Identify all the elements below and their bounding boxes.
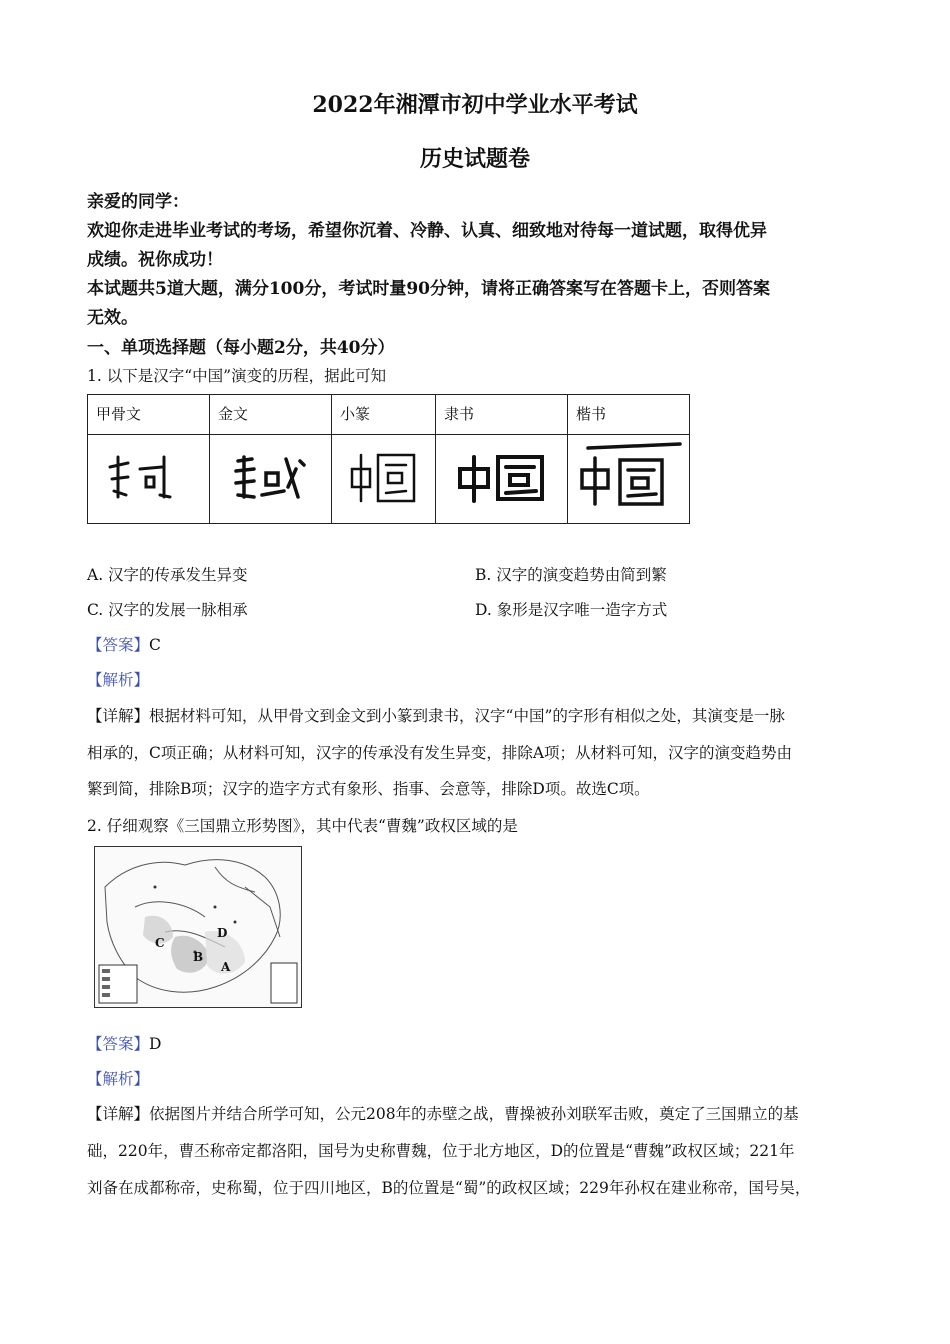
exam-subtitle: 历史试题卷 [419,146,530,172]
q1-detail-line-3: 繁到简，排除B项；汉字的造字方式有象形、指事、会意等，排除D项。故选C项。 [87,780,650,798]
col-kaishu: 楷书 [568,395,690,435]
q2-detail-line-2: 础，220年，曹丕称帝定都洛阳，国号为史称曹魏，位于北方地区，D的位置是“曹魏”政权区域；221年 [87,1142,795,1160]
q1-answer-tag: 【答案】 [87,636,150,654]
glyph-jinwen [210,435,332,524]
q1-answer [87,633,161,655]
q1-option-c[interactable]: C. 汉字的发展一脉相承 [87,601,248,619]
clerical-glyph-image [452,447,552,507]
map-label-a: A [221,960,231,974]
q1-option-b[interactable]: B. 汉字的演变趋势由简到繁 [475,566,667,584]
map-label-b: B [193,950,204,964]
q1-detail-line-1 [87,704,785,726]
q1-detail-tag: 【详解】 [87,707,150,725]
map-label-c: C [155,936,165,950]
intro-line-2: 成绩。祝你成功！ [87,250,223,270]
q2-answer-value: D [149,1035,162,1053]
exam-title: 2022年湘潭市初中学业水平考试 [312,92,638,118]
q1-option-a[interactable]: A. 汉字的传承发生异变 [87,566,248,584]
q2-answer [87,1032,161,1054]
q1-detail-line-2: 相承的，C项正确；从材料可知，汉字的传承没有发生异变，排除A项；从材料可知，汉字的演变趋势由 [87,744,793,762]
greeting: 亲爱的同学： [87,192,189,212]
col-lishu: 隶书 [436,395,568,435]
q2-detail-tag: 【详解】 [87,1105,150,1123]
intro-line-3: 本试题共5道大题，满分100分，考试时量90分钟，请将正确答案写在答题卡上，否则答案 [87,279,770,299]
map-label-d: D [217,926,228,940]
glyph-jiaguwen [88,435,210,524]
col-xiaozhuan: 小篆 [332,395,436,435]
glyph-kaishu [568,435,690,524]
q1-detail-text-1: 根据材料可知，从甲骨文到金文到小篆到隶书，汉字“中国”的字形有相似之处，其演变是一脉 [149,707,785,725]
three-kingdoms-map [94,846,302,1008]
q1-option-d[interactable]: D. 象形是汉字唯一造字方式 [475,601,668,619]
q2-detail-text-1: 依据图片并结合所学可知，公元208年的赤壁之战，曹操被孙刘联军击败，奠定了三国鼎立的基 [149,1105,799,1123]
regular-glyph-image [574,442,684,512]
q2-detail-line-1 [87,1102,799,1124]
bronze-glyph-image [226,447,316,507]
q1-analysis-tag: 【解析】 [87,671,150,689]
col-jiaguwen: 甲骨文 [88,395,210,435]
intro-line-1: 欢迎你走进毕业考试的考场，希望你沉着、冷静、认真、细致地对待每一道试题，取得优异 [87,221,767,241]
character-evolution-table [87,394,690,524]
q1-stem: 1. 以下是汉字“中国”演变的历程，据此可知 [87,367,387,385]
q2-answer-tag: 【答案】 [87,1035,150,1053]
q2-analysis-tag: 【解析】 [87,1070,150,1088]
q2-detail-line-3: 刘备在成都称帝，史称蜀，位于四川地区，B的位置是“蜀”的政权区域；229年孙权在建业称帝，国号吴， [87,1179,811,1197]
col-jinwen: 金文 [210,395,332,435]
q1-answer-value: C [149,636,161,654]
glyph-lishu [436,435,568,524]
q2-stem: 2. 仔细观察《三国鼎立形势图》，其中代表“曹魏”政权区域的是 [87,817,518,835]
section-heading: 一、单项选择题（每小题2分，共40分） [87,338,395,358]
intro-line-4: 无效。 [87,308,138,328]
seal-glyph-image [344,447,424,507]
map-drawing [95,847,301,1007]
glyph-xiaozhuan [332,435,436,524]
oracle-glyph-image [104,447,194,507]
